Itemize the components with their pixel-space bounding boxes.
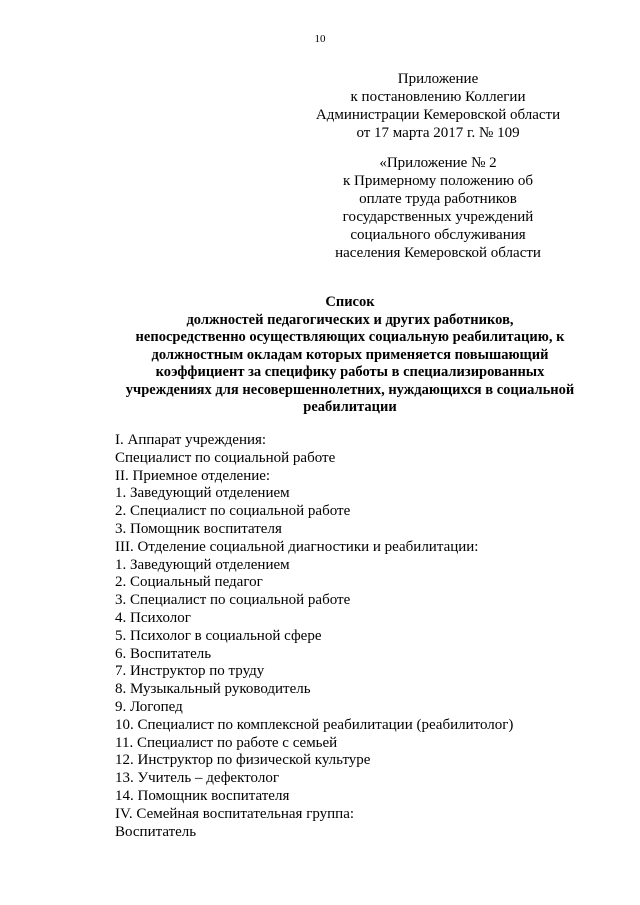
appendix-header-line: Приложение xyxy=(397,71,479,87)
appendix-sub-line: социального обслуживания xyxy=(350,227,526,243)
list-item: 9. Логопед xyxy=(115,698,183,715)
list-item: 10. Специалист по комплексной реабилитации (реабилитолог) xyxy=(115,716,514,733)
appendix-header-line: от 17 марта 2017 г. № 109 xyxy=(356,125,520,141)
title-line: Список xyxy=(325,294,375,310)
list-item: 1. Заведующий отделением xyxy=(115,485,290,502)
list-item: 4. Психолог xyxy=(115,609,191,626)
appendix-sub-line: оплате труда работников xyxy=(359,191,517,207)
title-line: учреждениях для несовершеннолетних, нуждающихся в социальной xyxy=(125,381,575,398)
document-title xyxy=(96,294,604,417)
appendix-sub-line: государственных учреждений xyxy=(342,209,534,225)
list-item: 7. Инструктор по труду xyxy=(115,663,265,680)
appendix-header-line: Администрации Кемеровской области xyxy=(315,107,561,123)
appendix-header xyxy=(300,70,576,142)
list-item: 6. Воспитатель xyxy=(115,645,212,662)
list-item: 5. Психолог в социальной сфере xyxy=(115,627,322,644)
positions-list xyxy=(115,432,585,841)
list-item: Специалист по социальной работе xyxy=(115,449,336,466)
section-heading: I. Аппарат учреждения: xyxy=(115,432,267,448)
list-item: 3. Помощник воспитателя xyxy=(115,520,282,537)
list-item: 13. Учитель – дефектолог xyxy=(115,770,279,787)
list-item: 1. Заведующий отделением xyxy=(115,556,290,573)
title-line: должностным окладам которых применяется повышающий xyxy=(151,346,549,363)
list-item: 8. Музыкальный руководитель xyxy=(115,681,311,698)
page-number: 10 xyxy=(314,33,326,45)
appendix-sub-line: к Примерному положению об xyxy=(343,173,533,189)
list-item: 14. Помощник воспитателя xyxy=(115,787,290,804)
list-item: 2. Специалист по социальной работе xyxy=(115,503,351,520)
title-line: непосредственно осуществляющих социальную реабилитацию, к xyxy=(135,329,565,345)
title-line: должностей педагогических и других работников, xyxy=(186,311,514,328)
section-heading: IV. Семейная воспитательная группа: xyxy=(115,805,355,822)
list-item: 11. Специалист по работе с семьей xyxy=(115,734,338,751)
list-item: 12. Инструктор по физической культуре xyxy=(115,752,371,769)
title-line: коэффициент за специфику работы в специализированных xyxy=(155,364,545,380)
list-item: 3. Специалист по социальной работе xyxy=(115,592,351,609)
list-item: Воспитатель xyxy=(115,823,197,840)
appendix-sub-line: населения Кемеровской области xyxy=(335,245,541,261)
appendix-sub-header xyxy=(316,154,560,262)
appendix-header-line: к постановлению Коллегии xyxy=(350,89,526,105)
section-heading: III. Отделение социальной диагностики и реабилитации: xyxy=(115,538,479,555)
section-heading: II. Приемное отделение: xyxy=(115,467,271,484)
title-line: реабилитации xyxy=(303,399,397,415)
list-item: 2. Социальный педагог xyxy=(115,574,263,591)
appendix-sub-line: «Приложение № 2 xyxy=(379,155,497,171)
